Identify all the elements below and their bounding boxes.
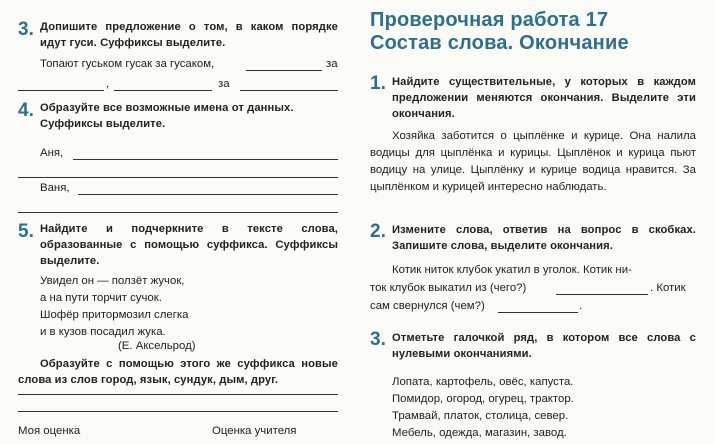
task5-instruction: Найдите и подчеркните в тексте слова, образованные с помощью суффикса. Суффиксы выделите. [40,223,338,267]
task3-sentence-start: Топают гуськом гусак за гусаком, [40,58,215,70]
my-grade-label: Моя оценка [18,425,81,437]
task4-blank-anya-1[interactable] [73,159,338,160]
left-column [0,0,352,444]
task1-instruction: Найдите существительные, у которых в каждом предложении меняются окончания. Выделите эти окончания. [392,76,696,120]
task2-line-3b: . [579,300,583,312]
task5-number: 5. [18,221,34,242]
teacher-grade-label: Оценка учителя [212,425,297,437]
task2-instruction: Измените слова, ответив на вопрос в скобках. Запишите слова, выделите окончания. [392,224,696,252]
task3-number: 3. [18,19,34,40]
task4-instruction: Образуйте все возможные имена от данных. Суффиксы выделите. [40,102,294,130]
task5-instruction2 [18,356,338,388]
task5-words: город, язык, сундук, дым, друг. [101,374,279,386]
poem-line-4: и в кузов посадил жука. [40,326,166,338]
task3r-row-3[interactable]: Трамвай, платок, столица, север. [392,410,569,422]
task3-blank-2[interactable] [18,90,104,91]
task2-number: 2. [370,221,386,242]
task2-line-2b: . Котик [650,282,686,294]
task5-blank-2[interactable] [18,411,338,412]
task2-line-3a: сам свернулся (чем?) [370,300,485,312]
task3r-row-1[interactable]: Лопата, картофель, овёс, капуста. [392,376,574,388]
task3r-instruction: Отметьте галочкой ряд, в котором все слова с нулевыми окончаниями. [392,332,696,360]
task4-name-vanya: Ваня, [40,182,70,194]
poem-line-2: а на пути торчит сучок. [40,292,162,304]
task1-number: 1. [370,73,386,94]
task5-author: (Е. Аксельрод) [118,340,196,352]
task4-number: 4. [18,100,34,121]
task3-word-za-1: за [326,58,338,70]
test-title-line-2: Состав слова. Окончание [370,32,629,54]
task5-blank-1[interactable] [18,394,338,395]
task4-blank-vanya-1[interactable] [78,194,338,195]
task3-blank-3[interactable] [114,90,212,91]
task5-poem [40,273,340,341]
task3r-row-2[interactable]: Помидор, огород, огурец, трактор. [392,393,574,405]
task2-line-1: Котик ниток клубок укатил в уголок. Котик ни- [392,264,632,276]
task3-comma: , [106,78,110,90]
task3-blank-1[interactable] [246,70,322,71]
task2-blank-1[interactable] [556,294,648,295]
task2-blank-2[interactable] [498,312,578,313]
task3-word-za-2: за [218,78,230,90]
task4-name-anya: Аня, [40,147,64,159]
poem-line-3: Шофёр притормозил слегка [40,309,189,321]
task3-blank-4[interactable] [240,90,338,91]
test-title-line-1: Проверочная работа 17 [370,9,609,31]
task2-line-2a: ток клубок выкатил из (чего?) [370,282,527,294]
task3r-number: 3. [370,329,386,350]
task3-instruction: Допишите предложение о том, в каком порядке идут гуси. Суффиксы выделите. [40,21,338,49]
task4-blank-anya-2[interactable] [18,177,338,178]
task1-text: Хозяйка заботится о цыплёнке и курице. Она налила водицы для цыплёнка и курицы. Цыплёнок и курица пьют водицу на улице. Цыплёнку и курице водица нравится. За цыплёнком и курицей интересно наблюдать. [370,130,696,193]
task3r-row-4[interactable]: Мебель, одежда, магазин, завод. [392,427,567,439]
task5-instruction2-text: Образуйте с помощью этого же суффикса новые слова из слов [18,358,338,386]
task3r-rows [392,374,692,442]
task4-blank-vanya-2[interactable] [18,212,338,213]
right-column [360,0,712,444]
poem-line-1: Увидел он — ползёт жучок, [40,275,185,287]
